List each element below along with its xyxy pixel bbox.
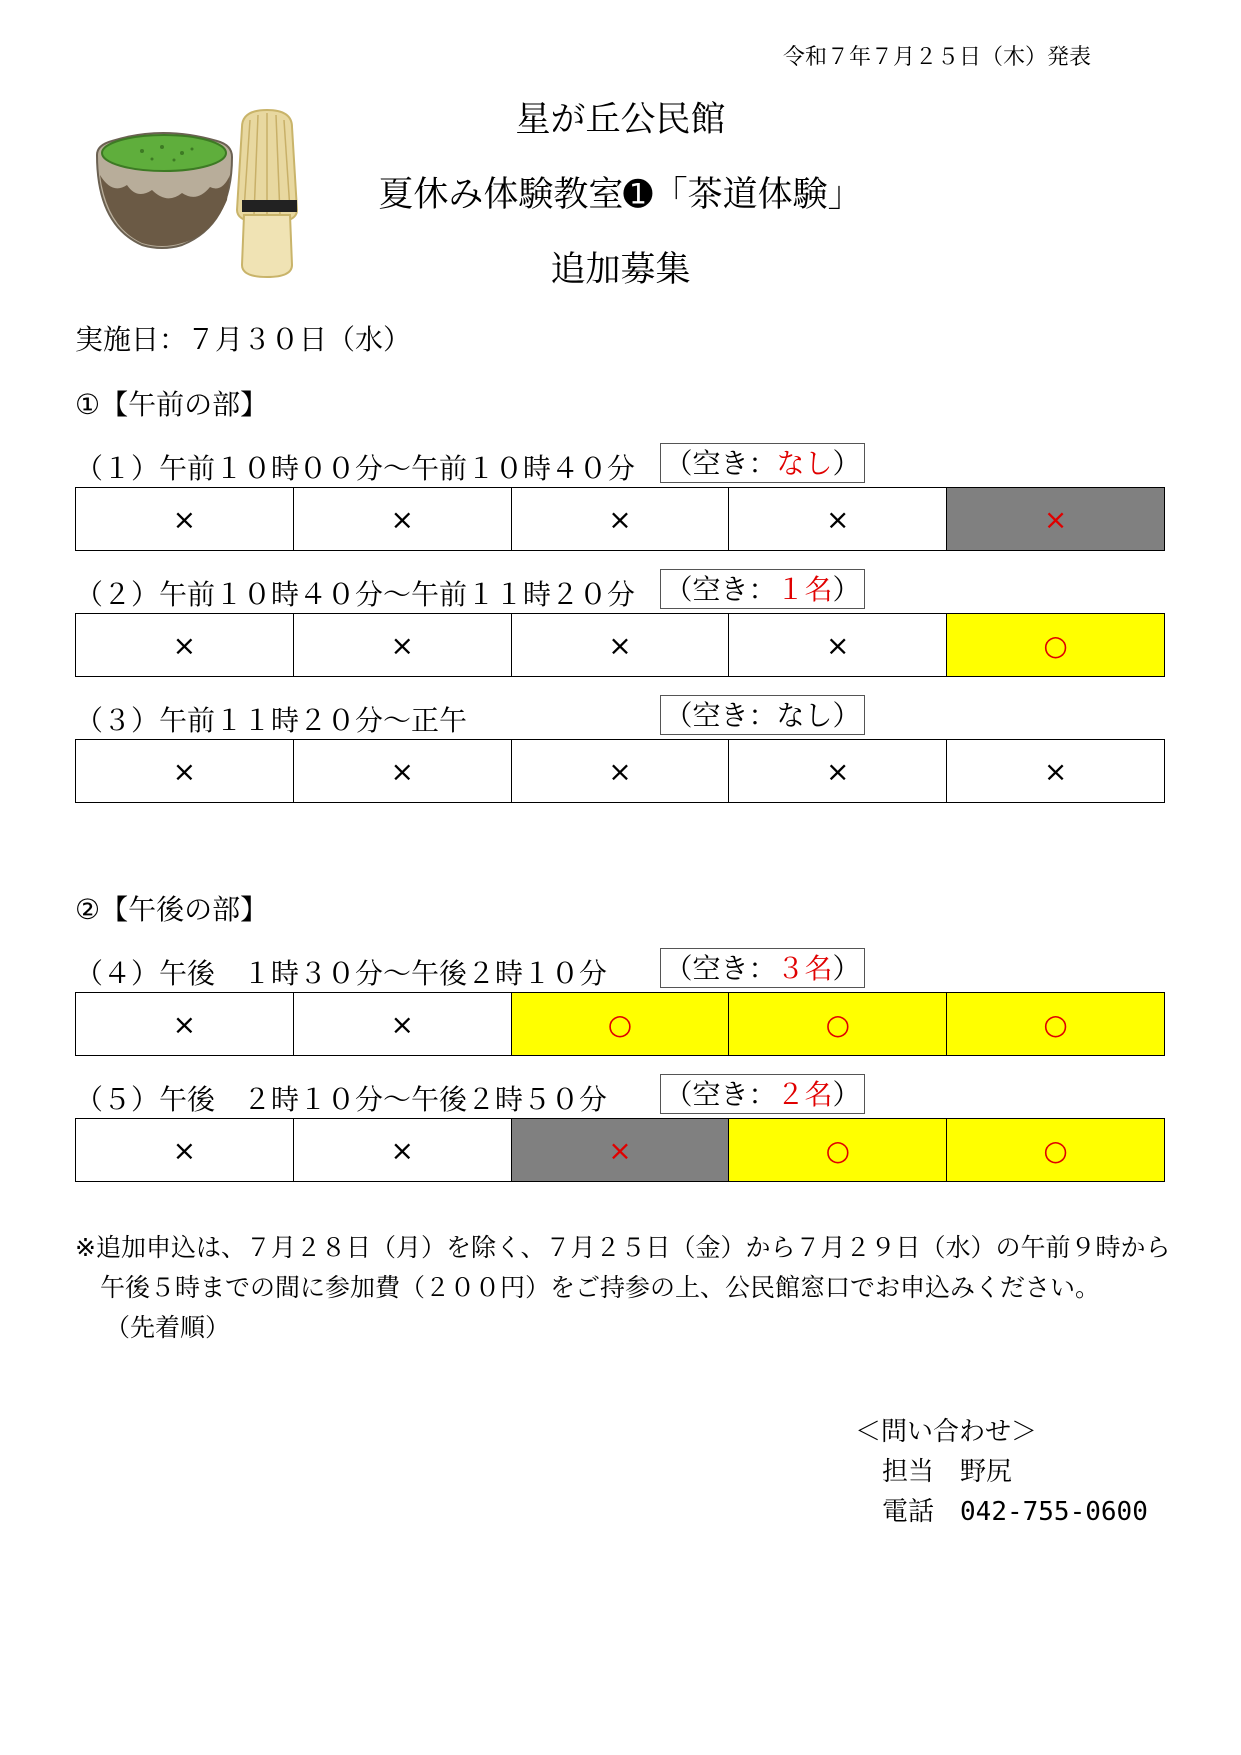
seat-cell: ○: [947, 1119, 1164, 1181]
contact-block: [855, 1412, 1148, 1532]
note-line: （先着順）: [105, 1313, 231, 1342]
seat-cell: ×: [729, 740, 947, 802]
afternoon-heading: ②【午後の部】: [75, 893, 269, 926]
seat-cell: ×: [947, 488, 1164, 550]
seat-cell: ×: [294, 614, 512, 676]
slot-2-label: （２）午前１０時４０分～午前１１時２０分: [75, 578, 636, 611]
recruitment-title: 追加募集: [550, 250, 691, 290]
seat-cell: ×: [294, 740, 512, 802]
seat-cell: ×: [512, 614, 730, 676]
contact-heading: ＜問い合わせ＞: [855, 1417, 1038, 1447]
phone-label: 電話: [882, 1497, 961, 1527]
slot-1-seat-grid: [75, 487, 1165, 551]
seat-cell: ×: [294, 993, 512, 1055]
seat-cell: ×: [76, 740, 294, 802]
seat-cell: ×: [294, 1119, 512, 1181]
slot-4-seat-grid: [75, 992, 1165, 1056]
event-title: 夏休み体験教室➊「茶道体験」: [378, 175, 863, 215]
slot-1-availability: （空き：なし）: [660, 443, 865, 483]
slot-1-label: （１）午前１０時００分～午前１０時４０分: [75, 452, 636, 485]
morning-heading: ①【午前の部】: [75, 388, 269, 421]
seat-cell: ○: [729, 1119, 947, 1181]
slot-4-label: （４）午後 １時３０分～午後２時１０分: [75, 957, 608, 990]
seat-cell: ×: [76, 488, 294, 550]
seat-cell: ×: [512, 740, 730, 802]
slot-3-label: （３）午前１１時２０分～正午: [75, 704, 468, 737]
application-note: [75, 1228, 1195, 1348]
slot-3-seat-grid: [75, 739, 1165, 803]
seat-cell: ×: [76, 1119, 294, 1181]
note-line: 午後５時までの間に参加費（２００円）をご持参の上、公民館窓口でお申込みください。: [100, 1273, 1101, 1302]
seat-cell: ×: [76, 614, 294, 676]
seat-cell: ×: [294, 488, 512, 550]
event-date: 実施日：７月３０日（水）: [75, 323, 412, 356]
slot-3-availability: （空き：なし）: [660, 695, 865, 735]
page-title: 星が丘公民館: [515, 100, 726, 140]
note-line: ※追加申込は、７月２８日（月）を除く、７月２５日（金）から７月２９日（水）の午前９時から: [75, 1233, 1171, 1262]
seat-cell: ×: [729, 614, 947, 676]
slot-5-availability: （空き：２名）: [660, 1074, 865, 1114]
seat-cell: ×: [76, 993, 294, 1055]
seat-cell: ○: [512, 993, 730, 1055]
phone-number: 042-755-0600: [960, 1497, 1148, 1527]
seat-cell: ○: [729, 993, 947, 1055]
seat-cell: ×: [512, 488, 730, 550]
slot-5-label: （５）午後 ２時１０分～午後２時５０分: [75, 1083, 608, 1116]
seat-cell: ×: [1043, 754, 1068, 788]
slot-2-availability: （空き：１名）: [660, 569, 865, 609]
slot-4-availability: （空き：３名）: [660, 948, 865, 988]
seat-cell: ×: [512, 1119, 730, 1181]
contact-person: 担当 野尻: [882, 1457, 1013, 1487]
seat-cell: ○: [947, 993, 1164, 1055]
slot-2-seat-grid: [75, 613, 1165, 677]
publish-date: 令和７年７月２５日（木）発表: [782, 45, 1091, 70]
slot-5-seat-grid: [75, 1118, 1165, 1182]
seat-cell: ×: [729, 488, 947, 550]
contact-phone-row: [855, 1492, 1148, 1532]
seat-cell: ○: [947, 614, 1164, 676]
